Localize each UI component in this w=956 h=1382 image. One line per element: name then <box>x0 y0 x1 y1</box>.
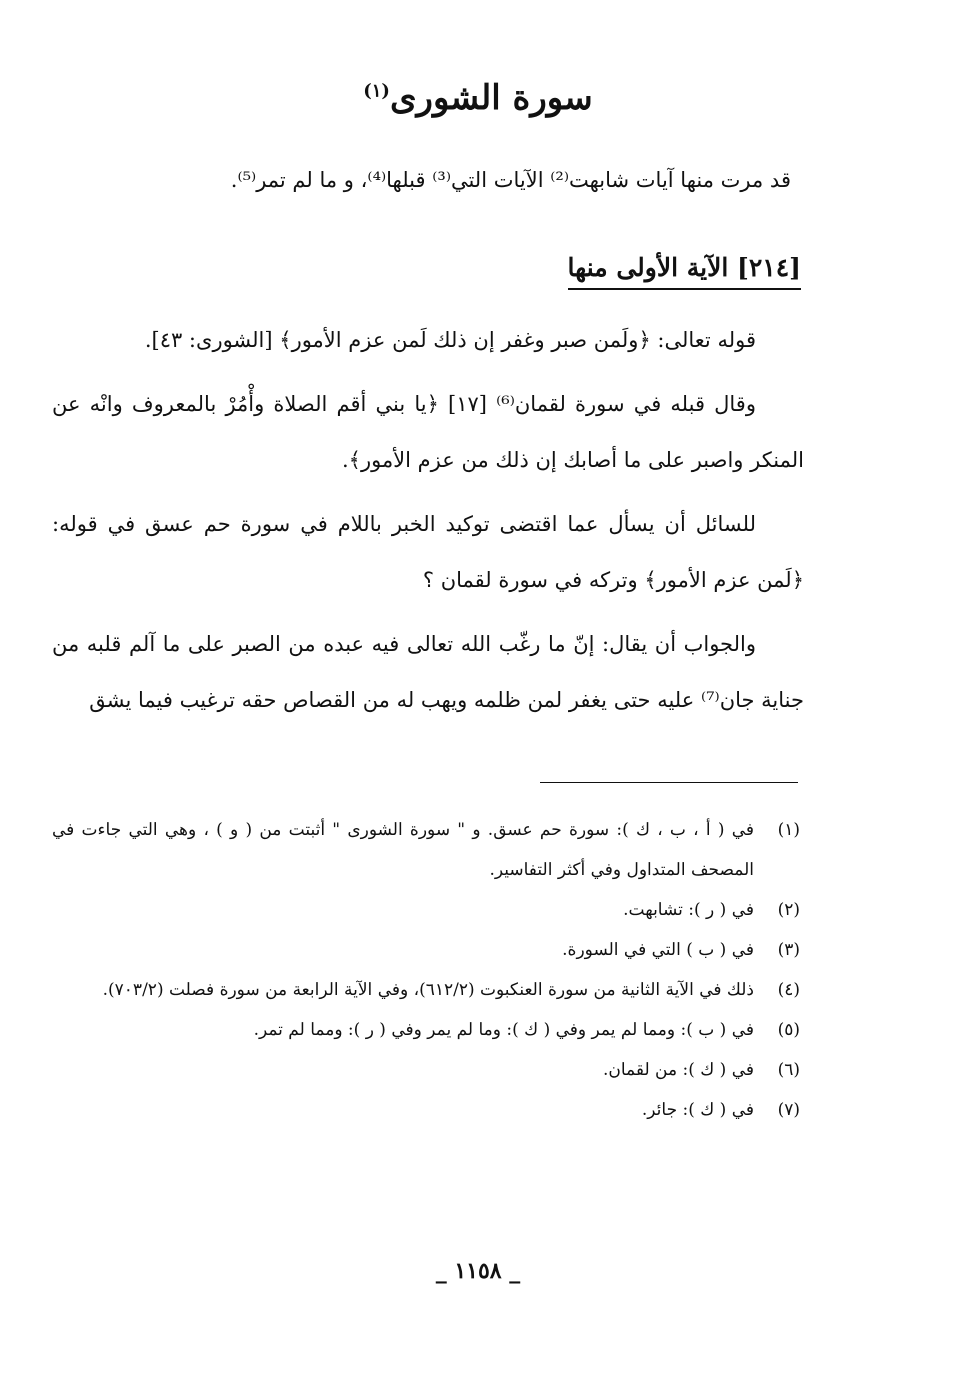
footnote-text: في ( ب ): ومما لم يمر وفي ( ك ): وما لم يمر وفي ( ر ): ومما لم تمر. <box>253 1020 754 1040</box>
paragraph-question: للسائل أن يسأل عما اقتضى توكيد الخبر باللام في سورة حم عسق في قوله: ﴿لَمن عزم الأمور﴾ وتركه في سورة لقمان ؟ <box>52 512 804 592</box>
footnote-number: (٧) <box>777 1100 800 1120</box>
footnote-number: (١) <box>777 820 800 840</box>
footnote-number: (٢) <box>777 900 800 920</box>
footnote-text: في ( ب ) التي في السورة. <box>562 940 754 960</box>
section-heading: [٢١٤] الآية الأولى منها <box>568 253 801 290</box>
body-text <box>52 312 804 736</box>
footnote-number: (٣) <box>777 940 800 960</box>
title-footnote-ref: (١) <box>363 80 390 102</box>
footnote-item <box>52 970 800 1010</box>
footnote-item <box>52 890 800 930</box>
footnote-text: في ( ر ): تشابهت. <box>623 900 754 920</box>
footnote-text: في ( ك ): جائر. <box>641 1100 754 1120</box>
page-number: _ ١١٥٨ _ <box>435 1258 521 1284</box>
footnote-item <box>52 1010 800 1050</box>
footnote-text: في ( ك ): من لقمان. <box>602 1060 754 1080</box>
footnote-number: (٥) <box>777 1020 800 1040</box>
surah-title <box>0 78 956 118</box>
footnote-item <box>52 1050 800 1090</box>
footnote-item <box>52 810 800 890</box>
footnote-number: (٦) <box>777 1060 800 1080</box>
intro-line: قد مرت منها آيات شابهت⁽²⁾ الآيات التي⁽³⁾ قبلها⁽⁴⁾، و ما لم تمر⁽⁵⁾. <box>230 168 791 192</box>
footnotes <box>52 810 800 1130</box>
footnote-number: (٤) <box>777 980 800 1000</box>
footnote-text: في ( أ ، ب ، ك ): سورة حم عسق. و " سورة الشورى " أثبتت من ( و ) ، وهي التي جاءت في المصحف المتداول وفي أكثر التفاسير. <box>52 820 754 880</box>
surah-title-text: سورة الشورى <box>389 78 593 118</box>
footnote-item <box>52 930 800 970</box>
paragraph-luqman: وقال قبله في سورة لقمان⁽⁶⁾ [١٧] ﴿يا بني أقم الصلاة وأْمُرْ بالمعروف وانْه عن المنكر واصبر على ما أصابك إن ذلك من عزم الأمور﴾. <box>52 392 804 472</box>
footnote-text: ذلك في الآية الثانية من سورة العنكبوت (٦١٢/٢)، وفي الآية الرابعة من سورة فصلت (٧٠٣/٢). <box>102 980 754 1000</box>
paragraph-answer: والجواب أن يقال: إنّ ما رغّب الله تعالى فيه عبده من الصبر على ما آلم قلبه من جناية جان⁽⁷⁾ عليه حتى يغفر لمن ظلمه ويهب له من القصاص حقه ترغيب فيما يشق <box>52 632 804 712</box>
footnote-separator <box>540 782 798 783</box>
paragraph-verse: قوله تعالى: ﴿ولَمن صبر وغفر إن ذلك لَمن عزم الأمور﴾ [الشورى: ٤٣]. <box>144 328 756 352</box>
footnote-item <box>52 1090 800 1130</box>
